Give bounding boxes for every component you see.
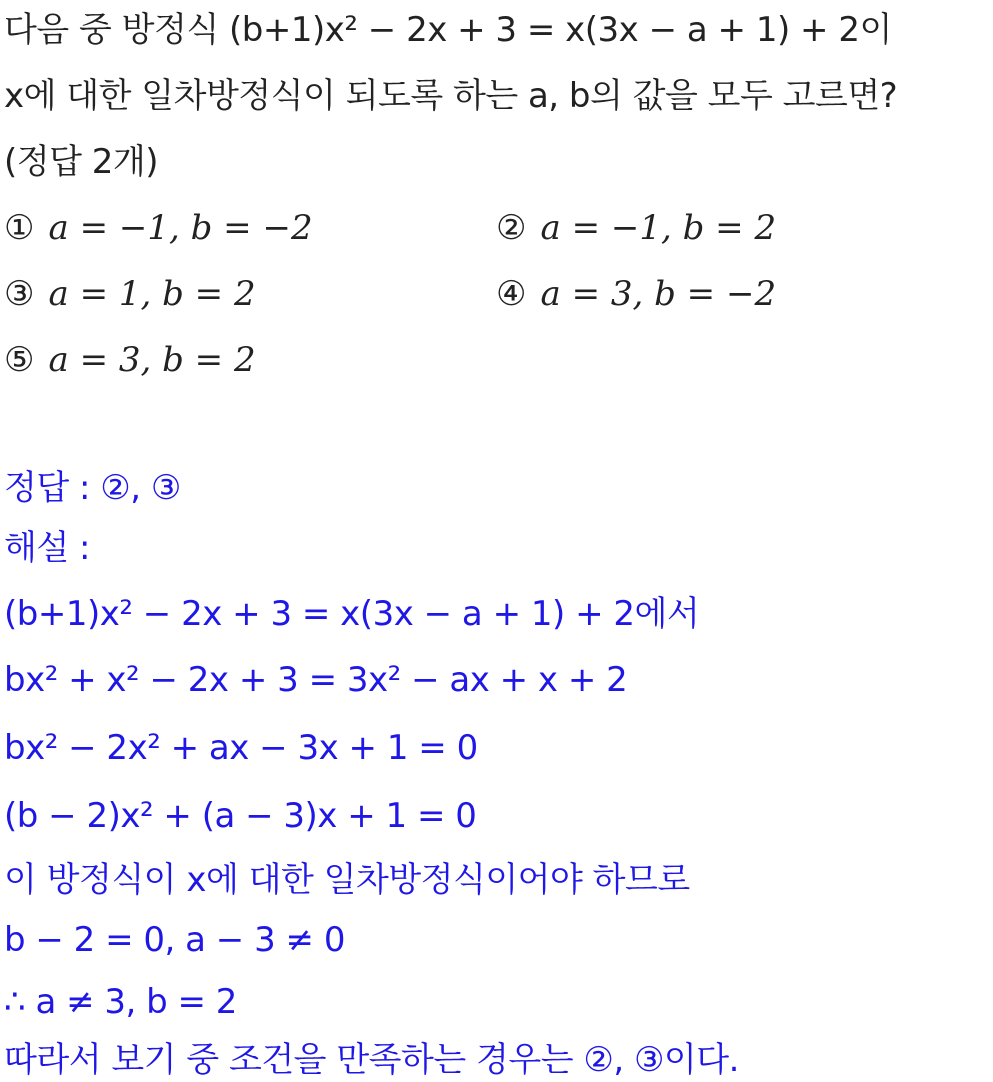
choice-3-expression: a = 1, b = 2 <box>48 274 256 314</box>
choice-5[interactable] <box>4 340 256 380</box>
explanation-step-2: bx² + x² − 2x + 3 = 3x² − ax + x + 2 <box>4 660 628 700</box>
explanation-step-7: ∴ a ≠ 3, b = 2 <box>4 982 237 1022</box>
choice-2-expression: a = −1, b = 2 <box>540 208 777 248</box>
choice-2-number: ② <box>496 208 527 248</box>
explanation-label: 해설 : <box>4 528 90 568</box>
choice-1-number: ① <box>4 208 35 248</box>
explanation-step-4: (b − 2)x² + (a − 3)x + 1 = 0 <box>4 796 477 836</box>
question-line-2: x에 대한 일차방정식이 되도록 하는 a, b의 값을 모두 고르면? <box>4 76 898 116</box>
explanation-step-6: b − 2 = 0, a − 3 ≠ 0 <box>4 920 345 960</box>
question-note: (정답 2개) <box>4 142 159 182</box>
choice-5-expression: a = 3, b = 2 <box>48 340 256 380</box>
choice-2[interactable] <box>496 208 776 248</box>
explanation-step-3: bx² − 2x² + ax − 3x + 1 = 0 <box>4 728 478 768</box>
answer-label: 정답 : ②, ③ <box>4 468 181 508</box>
choice-5-number: ⑤ <box>4 340 35 380</box>
choice-4-expression: a = 3, b = −2 <box>540 274 777 314</box>
choice-1-expression: a = −1, b = −2 <box>48 208 313 248</box>
explanation-conclusion: 따라서 보기 중 조건을 만족하는 경우는 ②, ③이다. <box>4 1040 739 1080</box>
choice-4-number: ④ <box>496 274 527 314</box>
question-line-1: 다음 중 방정식 (b+1)x² − 2x + 3 = x(3x − a + 1) + 2이 <box>4 10 892 50</box>
choice-3[interactable] <box>4 274 256 314</box>
explanation-step-5: 이 방정식이 x에 대한 일차방정식이어야 하므로 <box>4 860 690 900</box>
choice-3-number: ③ <box>4 274 35 314</box>
choice-4[interactable] <box>496 274 776 314</box>
choice-1[interactable] <box>4 208 313 248</box>
explanation-step-1: (b+1)x² − 2x + 3 = x(3x − a + 1) + 2에서 <box>4 594 700 634</box>
